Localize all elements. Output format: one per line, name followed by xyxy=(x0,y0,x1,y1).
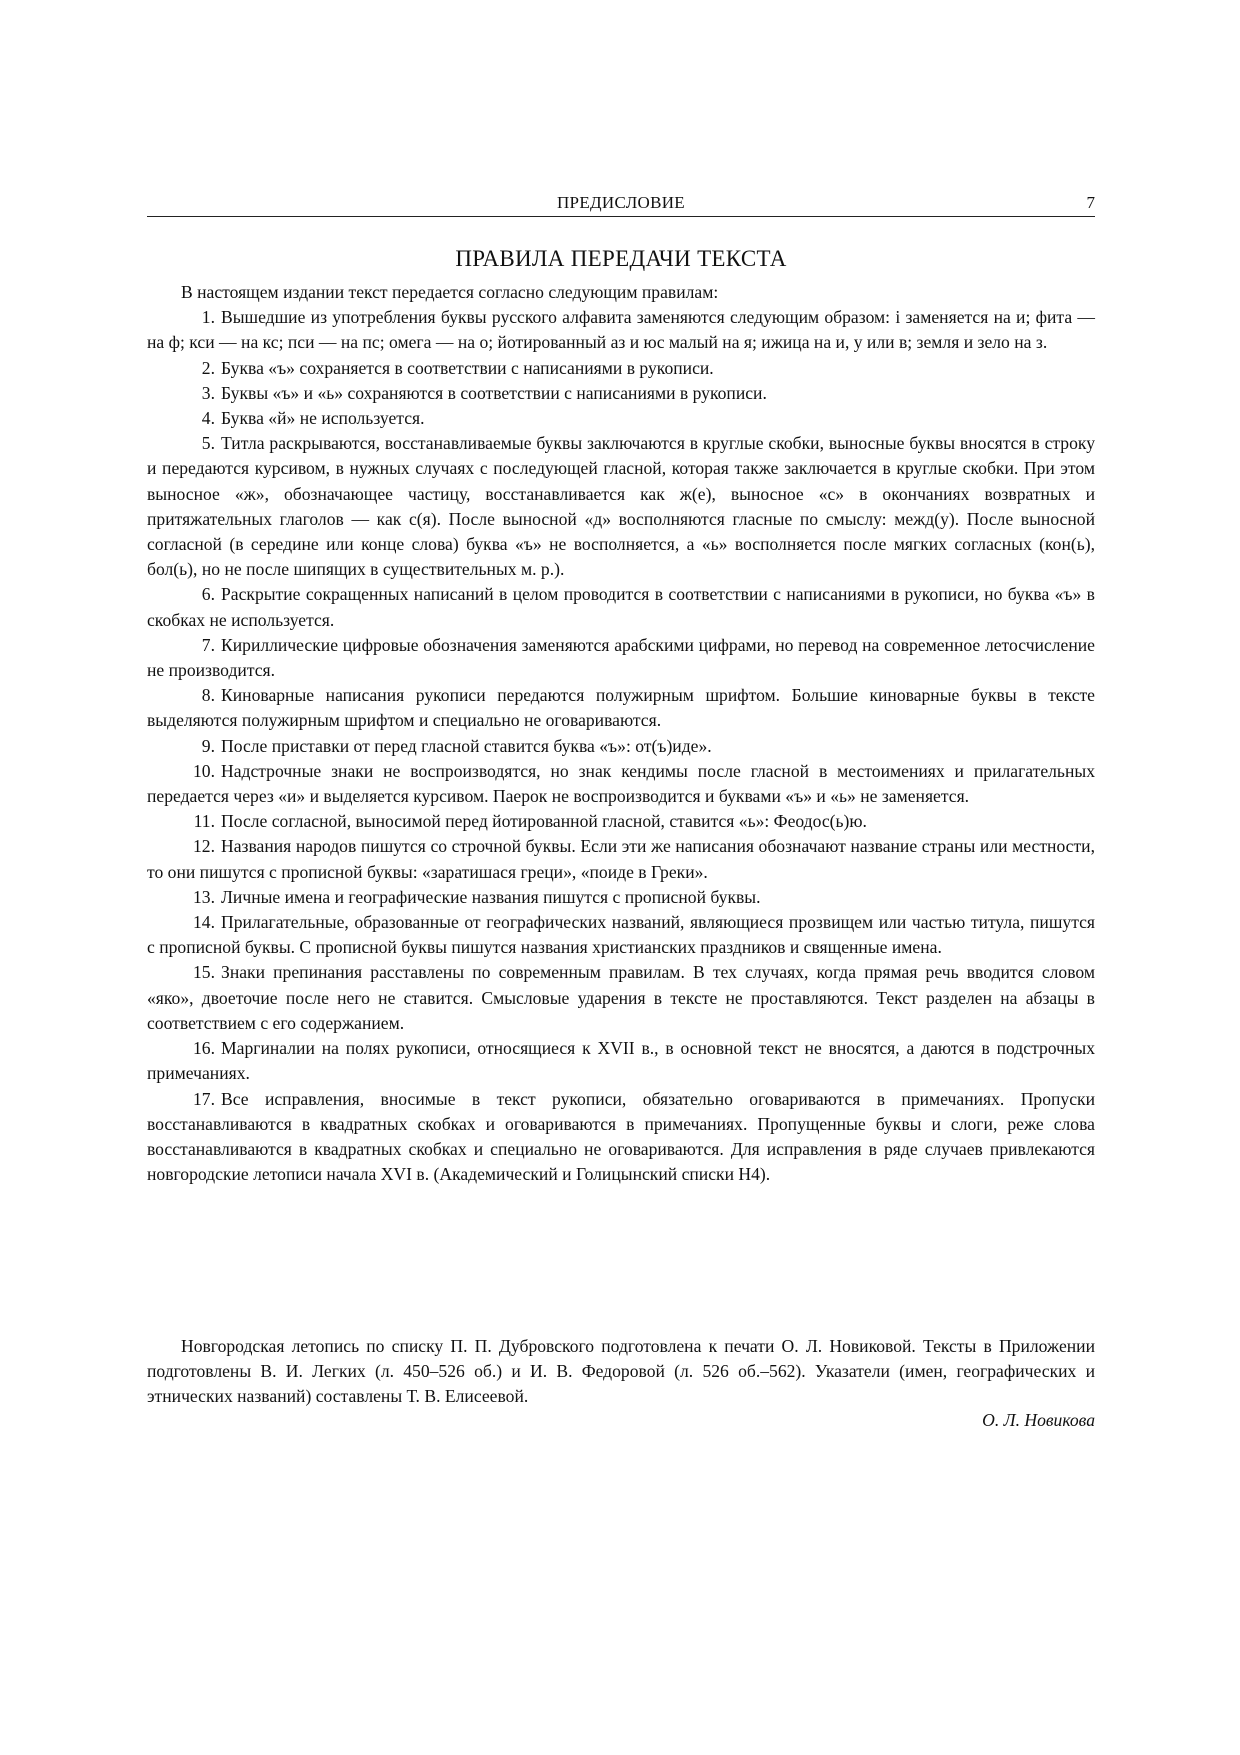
rule-text: Знаки препинания расставлены по современным правилам. В тех случаях, когда прямая речь вводится словом «яко», двоеточие после него не ставится. Смысловые ударения в тексте не проставляются. Текст разделен на абзацы в соответствием с его содержанием. xyxy=(147,962,1095,1033)
rule-number: 3. xyxy=(201,382,215,403)
rule-text: Все исправления, вносимые в текст рукописи, обязательно оговариваются в примечаниях. Пропуски восстанавливаются в квадратных скобках и оговариваются в примечаниях. Пропущенные буквы и слоги, реже слова восстанавливаются в квадратных скобках и специально не оговариваются. Для исправления в ряде случаев привлекаются новгородские летописи начала XVI в. (Академический и Голицынский списки Н4). xyxy=(147,1088,1095,1185)
rule-text: Раскрытие сокращенных написаний в целом проводится в соответствии с написаниями в рукописи, но буква «ъ» в скобках не используется. xyxy=(147,584,1095,630)
rule-text: Кириллические цифровые обозначения заменяются арабскими цифрами, но перевод на современное летосчисление не производится. xyxy=(147,634,1095,681)
rule-number: 9. xyxy=(201,735,215,756)
rule-item xyxy=(147,1087,1095,1188)
intro-paragraph: В настоящем издании текст передается согласно следующим правилам: xyxy=(181,282,719,302)
rule-number: 13. xyxy=(193,886,215,907)
rule-text: Буквы «ъ» и «ь» сохраняются в соответствии с написаниями в рукописи. xyxy=(221,382,767,403)
rule-item xyxy=(147,809,1095,834)
rule-number: 5. xyxy=(201,433,215,454)
rule-number: 6. xyxy=(201,584,215,605)
rule-text: Вышедшие из употребления буквы русского алфавита заменяются следующим образом: i заменяется на и; фита — на ф; кси — на кс; пси — на пс; омега — на о; йотированный аз и юс малый на я; ижица на и, у или в; земля и зело на з. xyxy=(147,307,1095,353)
rule-text: Личные имена и географические названия пишутся с прописной буквы. xyxy=(221,886,761,907)
rule-item xyxy=(147,834,1095,884)
rule-item xyxy=(147,759,1095,809)
rule-number: 1. xyxy=(201,307,215,328)
rule-text: Прилагательные, образованные от географических названий, являющиеся прозвищем или частью титула, пишутся с прописной буквы. С прописной буквы пишутся названия христианских праздников и священные имена. xyxy=(147,912,1095,958)
rule-number: 15. xyxy=(193,962,215,983)
section-title: ПРАВИЛА ПЕРЕДАЧИ ТЕКСТА xyxy=(455,246,787,271)
rule-item xyxy=(147,1036,1095,1086)
running-header xyxy=(147,192,1095,217)
rule-number: 8. xyxy=(201,685,215,706)
rule-number: 10. xyxy=(193,760,215,781)
rule-number: 2. xyxy=(201,357,215,378)
running-title: ПРЕДИСЛОВИЕ xyxy=(556,193,685,212)
rule-number: 12. xyxy=(193,836,215,857)
rule-item xyxy=(147,582,1095,632)
rule-text: Надстрочные знаки не воспроизводятся, но знак кендимы после гласной в местоимениях и прилагательных передается через «и» и выделяется курсивом. Паерок не воспроизводится и буквами «ъ» и «ь» не заменяется. xyxy=(147,760,1095,807)
rule-number: 16. xyxy=(193,1038,215,1059)
rule-item xyxy=(147,305,1095,355)
rule-text: Буква «ъ» сохраняется в соответствии с написаниями в рукописи. xyxy=(221,357,714,378)
rule-item xyxy=(147,960,1095,1036)
rule-item xyxy=(147,431,1095,582)
rule-item xyxy=(147,885,1095,910)
rule-text: Киноварные написания рукописи передаются полужирным шрифтом. Большие киноварные буквы в тексте выделяются полужирным шрифтом и специально не оговариваются. xyxy=(147,685,1095,731)
rule-text: Буква «й» не используется. xyxy=(221,408,425,429)
credits-paragraph: Новгородская летопись по списку П. П. Дубровского подготовлена к печати О. Л. Новиковой. Тексты в Приложении подготовлены В. И. Легких (л. 450–526 об.) и И. В. Федоровой (л. 526 об.–562). Указатели (имен, географических и этнических названий) составлены Т. В. Елисеевой. xyxy=(147,1336,1095,1407)
rule-number: 11. xyxy=(193,811,215,832)
rule-item xyxy=(147,406,1095,431)
rule-item xyxy=(147,910,1095,960)
rule-text: После согласной, выносимой перед йотированной гласной, ставится «ь»: Феодос(ь)ю. xyxy=(221,811,867,832)
rule-text: Титла раскрываются, восстанавливаемые буквы заключаются в круглые скобки, выносные буквы вносятся в строку и передаются курсивом, в нужных случаях с последующей гласной, которая также заключается в круглые скобки. При этом выносное «ж», обозначающее частицу, восстанавливается как ж(е), выносное «с» в окончаниях возвратных и притяжательных глаголов — как с(я). После выносной «д» восполняются гласные по смыслу: межд(у). После выносной согласной (в середине или конце слова) буква «ъ» не восполняется, а «ь» восполняется после мягких согласных (кон(ь), бол(ь), но не после шипящих в существительных м. р.). xyxy=(147,433,1095,580)
rules-body xyxy=(147,280,1095,1187)
rule-item xyxy=(147,734,1095,759)
rule-text: После приставки от перед гласной ставится буква «ъ»: от(ъ)иде». xyxy=(221,735,712,756)
rule-number: 17. xyxy=(193,1088,215,1109)
rule-item xyxy=(147,683,1095,733)
rule-item xyxy=(147,381,1095,406)
author-signature: О. Л. Новикова xyxy=(982,1410,1095,1430)
rule-text: Маргиналии на полях рукописи, относящиеся к XVII в., в основной текст не вносятся, а даются в подстрочных примечаниях. xyxy=(147,1038,1095,1084)
rule-item xyxy=(147,356,1095,381)
rule-item xyxy=(147,633,1095,683)
rule-number: 4. xyxy=(201,408,215,429)
page-number: 7 xyxy=(1086,193,1095,212)
rule-number: 7. xyxy=(201,634,215,655)
credits-block xyxy=(147,1334,1095,1410)
rule-text: Названия народов пишутся со строчной буквы. Если эти же написания обозначают название страны или местности, то они пишутся с прописной буквы: «заратишася греци», «поиде в Греки». xyxy=(147,836,1095,882)
rule-number: 14. xyxy=(193,912,215,933)
